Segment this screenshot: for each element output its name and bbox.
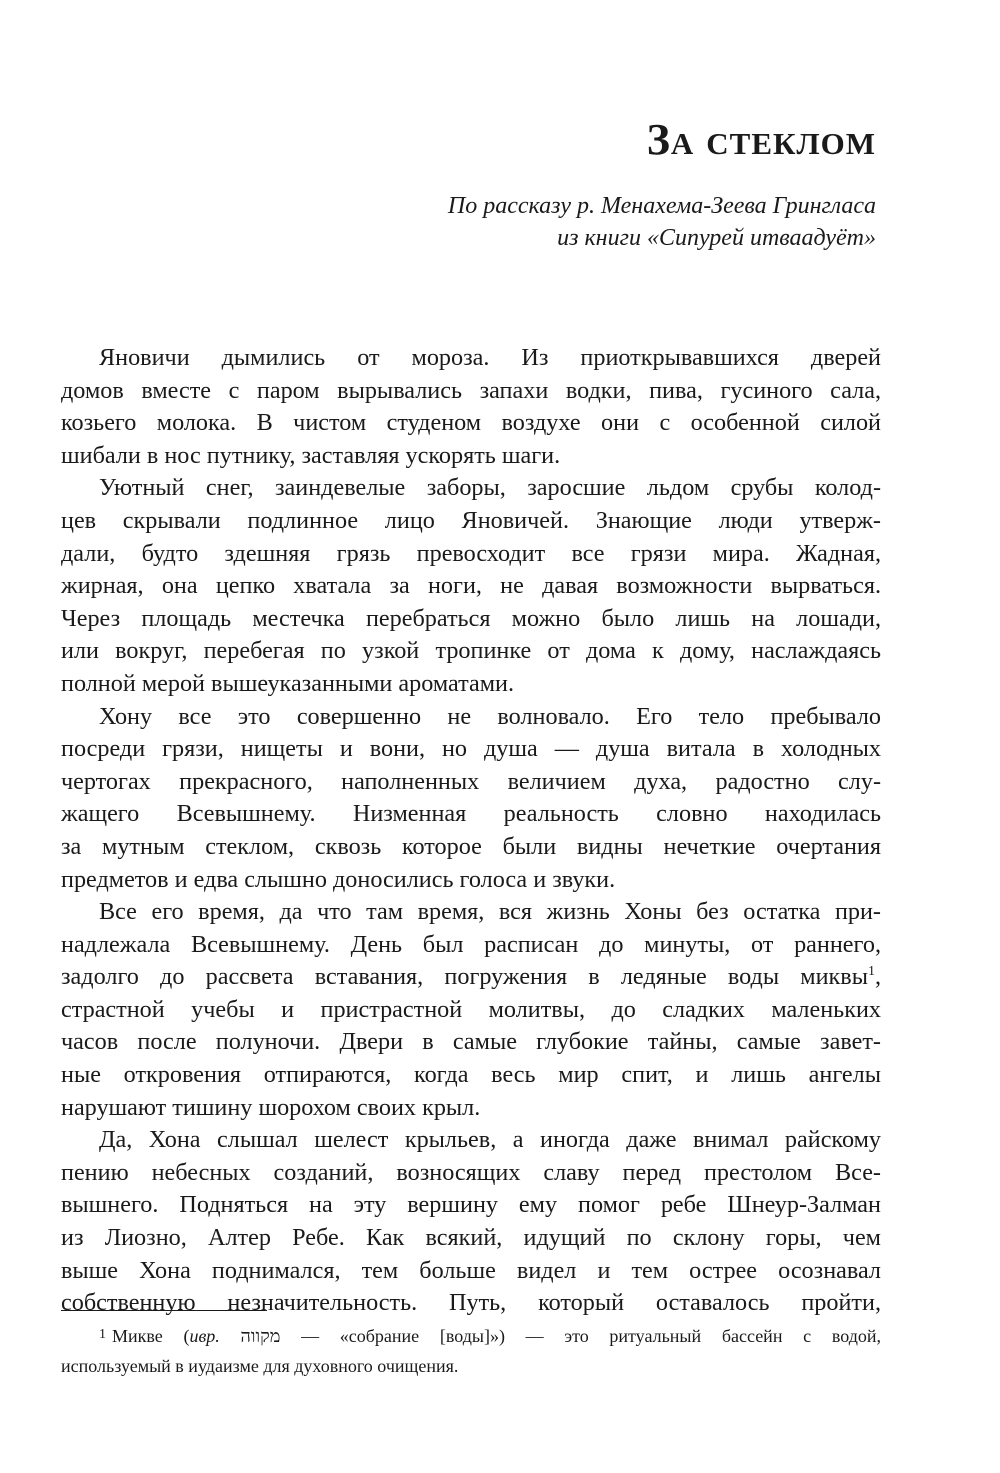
text-line: чертогах прекрасного, наполненных величием духа, радостно слу- (61, 767, 881, 795)
footnote-hebrew: מקווה (240, 1326, 281, 1346)
text-line: Да, Хона слышал шелест крыльев, а иногда даже внимал райскому (99, 1126, 881, 1154)
epigraph-line: По рассказу р. Менахема-Зеева Гринглаcа (447, 193, 876, 219)
text-line: из Лиозно, Алтер Ребе. Как всякий, идущий по склону горы, чем (61, 1224, 881, 1252)
footnote-number: 1 (99, 1327, 106, 1342)
footnote-reference[interactable]: 1 (867, 964, 875, 980)
text-line: страстной учебы и пристрастной молитвы, до сладких маленьких (61, 995, 881, 1023)
text-line: пению небесных созданий, возносящих славу перед престолом Все- (61, 1158, 881, 1186)
text-line: предметов и едва слышно доносились голоса и звуки. (61, 865, 616, 893)
text-line: шибали в нос путнику, заставляя ускорять шаги. (61, 441, 561, 469)
text-line: собственную незначительность. Путь, который оставалось пройти, (61, 1289, 881, 1317)
text-line: или вокруг, перебегая по узкой тропинке от дома к дому, наслаждаясь (61, 637, 881, 665)
text-line: часов после полуночи. Двери в самые глубокие тайны, самые завет- (61, 1028, 881, 1056)
text-line: домов вместе с паром вырывались запахи водки, пива, гусиного сала, (61, 376, 881, 404)
epigraph-line: из книги «Сипурей итваадуёт» (557, 225, 876, 251)
text-line: Хону все это совершенно не волновало. Его тело пребывало (99, 702, 881, 730)
text-line: дали, будто здешняя грязь превосходит все грязи мира. Жадная, (61, 539, 881, 567)
text-line: жирная, она цепко хватала за ноги, не давая возможности вырваться. (61, 572, 881, 600)
body-text (61, 342, 881, 1320)
footnote-abbreviation: ивр. (189, 1326, 220, 1346)
text-line: Все его время, да что там время, вся жизнь Хоны без остатка при- (99, 898, 881, 926)
footnote-line: используемый в иудаизме для духовного очищения. (61, 1356, 459, 1376)
footnote-text: — «собрание [воды]») — это ритуальный бассейн с водой, (280, 1326, 881, 1346)
text-line: вышнего. Подняться на эту вершину ему помог ребе Шнеур-Залман (61, 1191, 881, 1219)
text-line: Уютный снег, заиндевелые заборы, заросшие льдом срубы колод- (99, 474, 881, 502)
text-line: полной мерой вышеуказанными ароматами. (61, 669, 515, 697)
text-line: надлежала Всевышнему. День был расписан до минуты, от раннего, (61, 930, 881, 958)
text-line: Яновичи дымились от мороза. Из приоткрывавшихся дверей (99, 344, 881, 371)
footnote-divider (61, 1310, 267, 1311)
text-line: нарушают тишину шорохом своих крыл. (61, 1093, 481, 1121)
text-line: выше Хона поднимался, тем больше видел и тем острее осознавал (61, 1256, 881, 1284)
text-line: ные откровения отпираются, когда весь мир спит, и лишь ангелы (61, 1061, 881, 1089)
chapter-title: За стеклом (646, 115, 876, 164)
text-line (61, 961, 881, 994)
epigraph (448, 190, 876, 254)
footnote-text: Микве ( (112, 1326, 190, 1346)
comma: , (874, 963, 881, 991)
text-line: козьего молока. В чистом студеном воздухе они с особенной силой (61, 409, 881, 437)
text-line: жащего Всевышнему. Низменная реальность словно находилась (61, 800, 881, 828)
text-line: цев скрывали подлинное лицо Яновичей. Знающие люди утверж- (61, 506, 881, 534)
text-line: за мутным стеклом, сквозь которое были видны нечеткие очертания (61, 832, 881, 860)
text-line: Через площадь местечка перебраться можно было лишь на лошади, (61, 604, 881, 632)
footnote (61, 1320, 881, 1381)
text-line-content: задолго до рассвета вставания, погружения в ледяные воды миквы (61, 963, 868, 991)
text-line: посреди грязи, нищеты и вони, но душа — душа витала в холодных (61, 735, 881, 763)
footnote-line (61, 1320, 881, 1351)
